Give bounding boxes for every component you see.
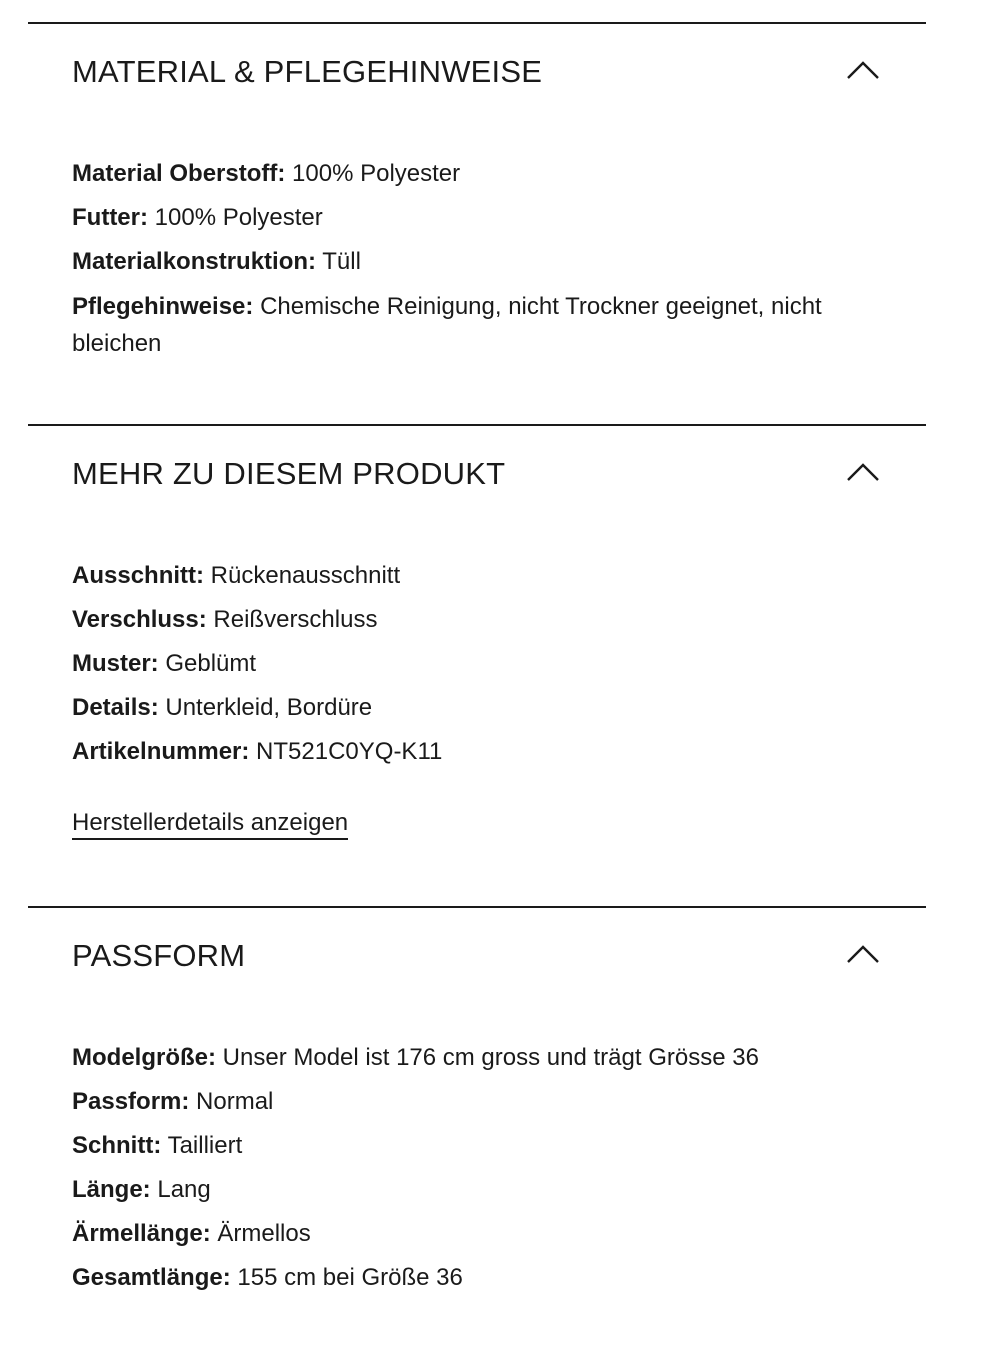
detail-label: Muster: bbox=[72, 650, 159, 677]
detail-row bbox=[72, 642, 892, 686]
accordion-header-product-details[interactable] bbox=[28, 426, 926, 526]
detail-row bbox=[72, 152, 892, 196]
details-list bbox=[72, 554, 892, 774]
section-title: PASSFORM bbox=[72, 938, 246, 973]
chevron-up-icon[interactable] bbox=[846, 944, 880, 964]
manufacturer-details-link[interactable]: Herstellerdetails anzeigen bbox=[72, 808, 348, 840]
detail-value: 155 cm bei Größe 36 bbox=[237, 1264, 463, 1291]
section-title: MATERIAL & PFLEGEHINWEISE bbox=[72, 54, 543, 89]
accordion-header-fit[interactable] bbox=[28, 908, 926, 1008]
detail-row bbox=[72, 196, 892, 240]
detail-label: Länge: bbox=[72, 1176, 151, 1203]
detail-value: Tailliert bbox=[167, 1132, 243, 1159]
detail-value: 100% Polyester bbox=[292, 160, 461, 187]
accordion-material-care bbox=[28, 22, 926, 424]
detail-value: Chemische Reinigung, nicht Trockner geeignet, nicht bleichen bbox=[72, 293, 822, 357]
accordion-header-material-care[interactable] bbox=[28, 24, 926, 124]
detail-value: Geblümt bbox=[165, 650, 257, 677]
detail-label: Gesamtlänge: bbox=[72, 1264, 231, 1291]
detail-row bbox=[72, 554, 892, 598]
detail-label: Schnitt: bbox=[72, 1132, 162, 1159]
detail-row bbox=[72, 1212, 892, 1256]
accordion-product-details bbox=[28, 424, 926, 908]
detail-label: Ausschnitt: bbox=[72, 562, 204, 589]
detail-value: Tüll bbox=[322, 248, 361, 275]
detail-row bbox=[72, 240, 892, 284]
detail-value: Ärmellos bbox=[217, 1220, 311, 1247]
detail-row bbox=[72, 1036, 892, 1080]
detail-label: Material Oberstoff: bbox=[72, 160, 286, 187]
detail-value: Rückenausschnitt bbox=[210, 562, 401, 589]
detail-row bbox=[72, 1124, 892, 1168]
detail-value: Unterkleid, Bordüre bbox=[165, 694, 373, 721]
detail-label: Modelgröße: bbox=[72, 1044, 216, 1071]
section-title: MEHR ZU DIESEM PRODUKT bbox=[72, 456, 506, 491]
detail-label: Verschluss: bbox=[72, 606, 207, 633]
detail-row bbox=[72, 598, 892, 642]
detail-label: Materialkonstruktion: bbox=[72, 248, 317, 275]
detail-label: Futter: bbox=[72, 204, 148, 231]
chevron-up-icon[interactable] bbox=[846, 60, 880, 80]
chevron-up-icon[interactable] bbox=[846, 462, 880, 482]
detail-row bbox=[72, 1080, 892, 1124]
detail-value: Lang bbox=[157, 1176, 211, 1203]
detail-label: Artikelnummer: bbox=[72, 738, 250, 765]
detail-row bbox=[72, 1256, 892, 1300]
detail-row bbox=[72, 288, 892, 362]
detail-label: Pflegehinweise: bbox=[72, 293, 254, 320]
detail-label: Details: bbox=[72, 694, 159, 721]
detail-value: NT521C0YQ-K11 bbox=[256, 738, 443, 765]
detail-row bbox=[72, 1168, 892, 1212]
details-list bbox=[72, 152, 892, 362]
accordion-fit bbox=[28, 906, 926, 1352]
detail-value: Normal bbox=[196, 1088, 274, 1115]
details-list bbox=[72, 1036, 892, 1300]
detail-value: 100% Polyester bbox=[154, 204, 323, 231]
detail-label: Ärmellänge: bbox=[72, 1220, 211, 1247]
detail-value: Unser Model ist 176 cm gross und trägt Grösse 36 bbox=[222, 1044, 759, 1071]
detail-label: Passform: bbox=[72, 1088, 190, 1115]
detail-row bbox=[72, 730, 892, 774]
detail-row bbox=[72, 686, 892, 730]
detail-value: Reißverschluss bbox=[213, 606, 378, 633]
